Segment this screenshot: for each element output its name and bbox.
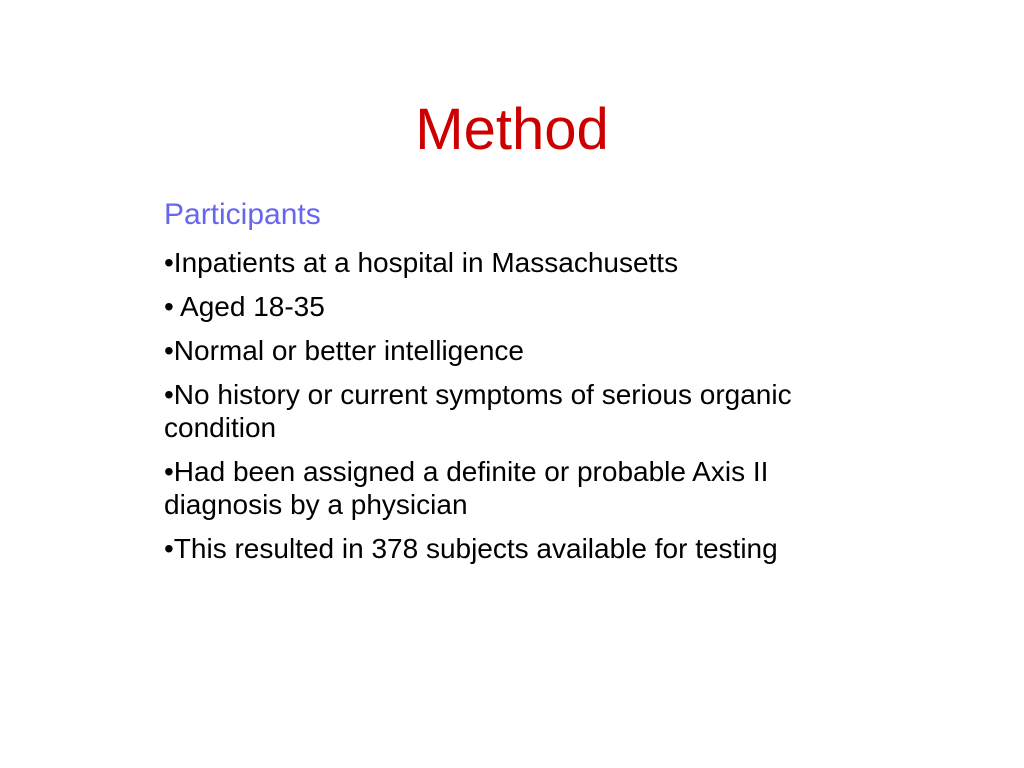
slide-content [164,196,824,576]
bullet-item-intelligence: •Normal or better intelligence [164,335,524,366]
section-heading: Participants [164,198,321,231]
bullet-list [164,246,824,565]
bullet-item-inpatients: •Inpatients at a hospital in Massachusetts [164,247,679,278]
bullet-item-age: • Aged 18-35 [164,291,325,322]
slide-title: Method [415,97,609,162]
bullet-item-history: •No history or current symptoms of serious organic condition [164,379,792,443]
bullet-item-result: •This resulted in 378 subjects available for testing [164,533,778,564]
bullet-item-diagnosis: •Had been assigned a definite or probable Axis II diagnosis by a physician [164,456,769,520]
